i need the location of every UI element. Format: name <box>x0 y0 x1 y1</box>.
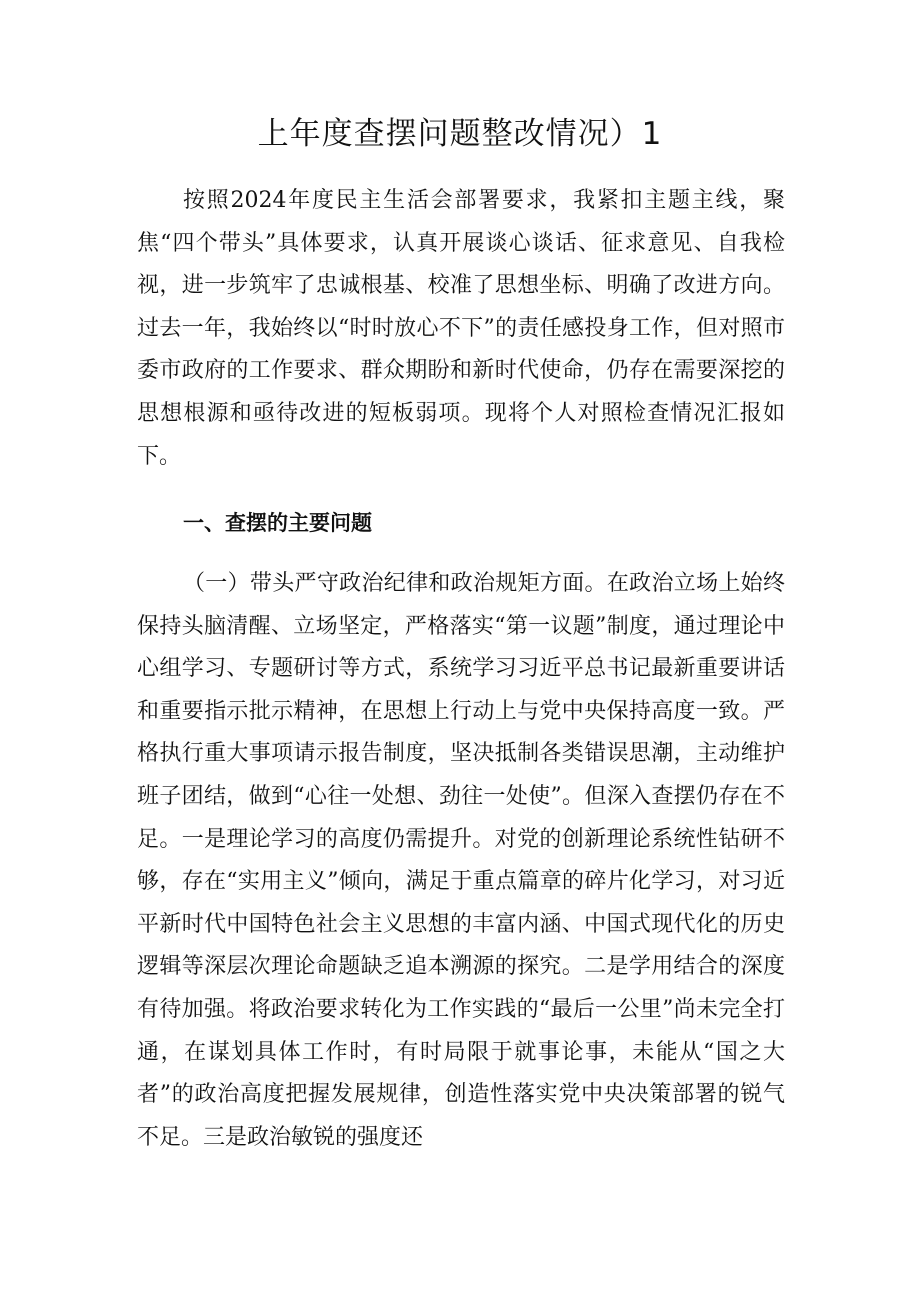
item-one-paragraph: （一）带头严守政治纪律和政治规矩方面。在政治立场上始终保持头脑清醒、立场坚定，严格落实“第一议题”制度，通过理论中心组学习、专题研讨等方式，系统学习习近平总书记最新重要讲话和重要指示批示精神，在思想上行动上与党中央保持高度一致。严格执行重大事项请示报告制度，坚决抵制各类错误思潮，主动维护班子团结，做到“心往一处想、劲往一处使”。但深入查摆仍存在不足。一是理论学习的高度仍需提升。对党的创新理论系统性钻研不够，存在“实用主义”倾向，满足于重点篇章的碎片化学习，对习近平新时代中国特色社会主义思想的丰富内涵、中国式现代化的历史逻辑等深层次理论命题缺乏追本溯源的探究。二是学用结合的深度有待加强。将政治要求转化为工作实践的“最后一公里”尚未完全打通，在谋划具体工作时，有时局限于就事论事，未能从“国之大者”的政治高度把握发展规律，创造性落实党中央决策部署的锐气不足。三是政治敏锐的强度还 <box>137 571 785 1150</box>
section-heading: 一、查摆的主要问题 <box>183 511 372 535</box>
document-title: 上年度查摆问题整改情况）1 <box>257 116 663 152</box>
intro-paragraph: 按照2024年度民主生活会部署要求，我紧扣主题主线，聚焦“四个带头”具体要求，认真开展谈心谈话、征求意见、自我检视，进一步筑牢了忠诚根基、校准了思想坐标、明确了改进方向。过去一年，我始终以“时时放心不下”的责任感投身工作，但对照市委市政府的工作要求、群众期盼和新时代使命，仍存在需要深挖的思想根源和亟待改进的短板弱项。现将个人对照检查情况汇报如下。 <box>137 188 785 469</box>
